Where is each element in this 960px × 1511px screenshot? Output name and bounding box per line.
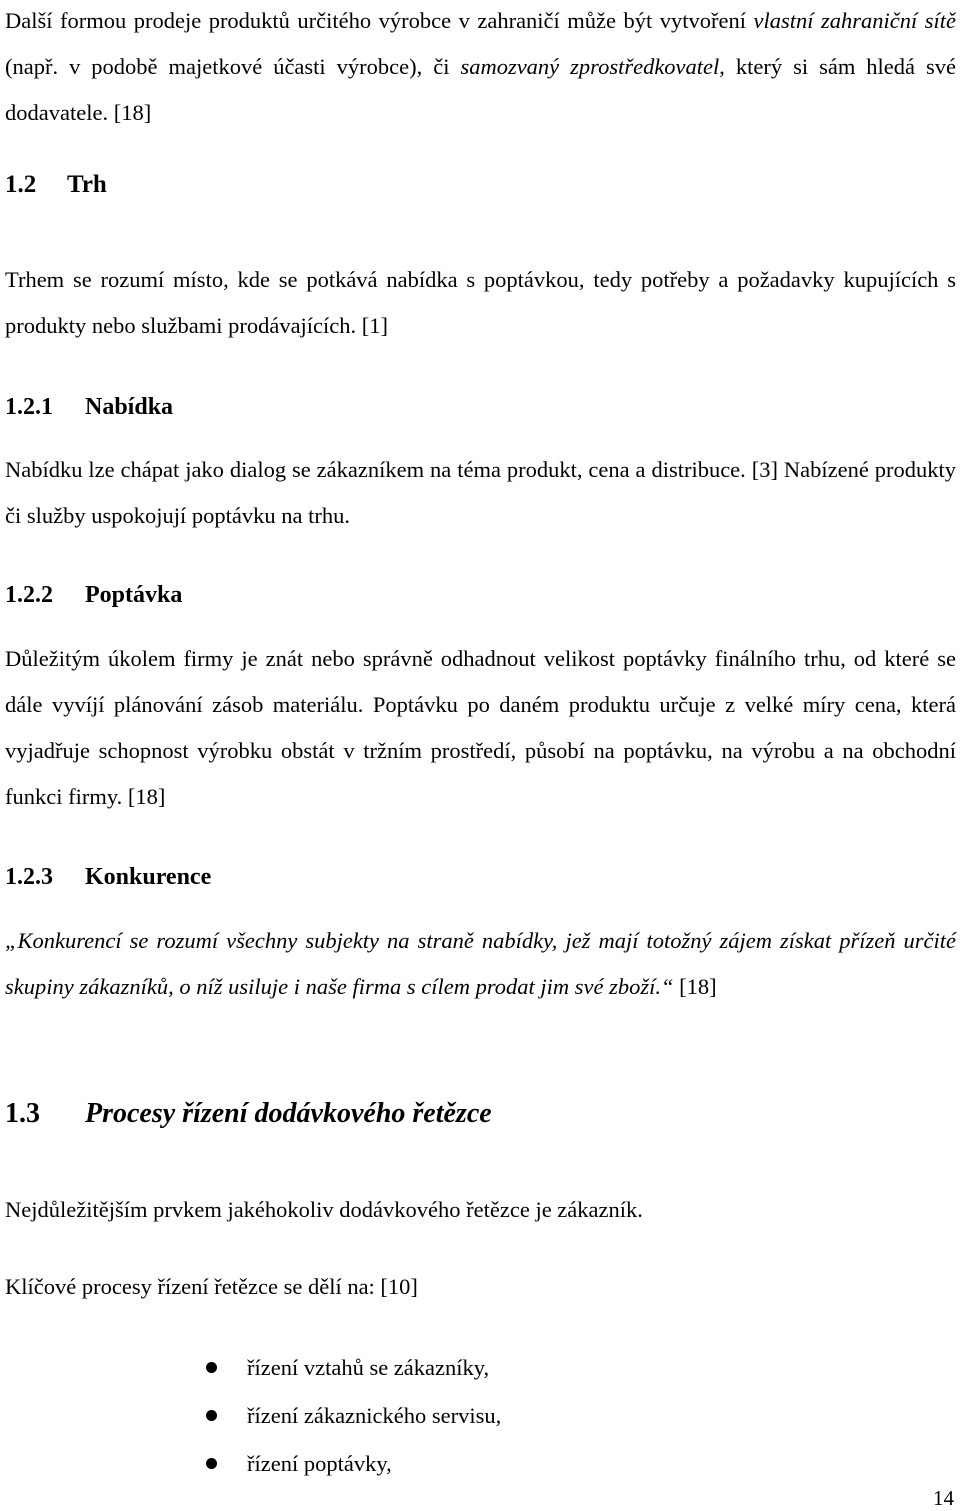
list-item-text: řízení vztahů se zákazníky, [247,1355,490,1380]
heading-1-3 [5,1091,956,1137]
heading-1-2-2 [5,572,956,618]
heading-1-2 [5,162,956,208]
intro-text-3: , který si sám hledá své dodavatele. [18] [5,54,957,125]
bullet-icon [206,1410,217,1421]
bullet-icon [206,1458,217,1469]
heading-number: 1.2.2 [5,582,53,608]
konkurence-quote: „Konkurencí se rozumí všechny subjekty na straně nabídky, jež mají totožný zájem získat přízeň určité skupiny zákazníků, o níž usiluje i naše firma s cílem prodat jim své zboží.“ [5,928,956,999]
intro-italic-2: samozvaný zprostředkovatel [460,54,720,79]
paragraph-poptavka: Důležitým úkolem firmy je znát nebo správně odhadnout velikost poptávky finálního trhu, od které se dále vyvíjí plánování zásob materiálu. Poptávku po daném produktu určuje z velké míry cena, která vyjadřuje schopnost výrobku obstát v tržním prostředí, působí na poptávku, na výrobu a na obchodní funkci firmy. [18] [5,646,956,809]
list-item-text: řízení zákaznického servisu, [247,1403,502,1428]
list-item [5,1440,956,1488]
list-item-text: řízení poptávky, [247,1451,392,1476]
heading-1-2-3 [5,854,956,900]
heading-title: Konkurence [85,864,212,890]
paragraph-nabidka: Nabídku lze chápat jako dialog se zákazníkem na téma produkt, cena a distribuce. [3] Nabízené produkty či služby uspokojují poptávku na trhu. [5,457,956,528]
list-item [5,1344,956,1392]
intro-italic-1: vlastní zahraniční sítě [753,8,956,33]
heading-title: Trh [67,171,107,198]
paragraph-intro [5,0,956,136]
heading-number: 1.2 [5,171,37,198]
heading-number: 1.3 [5,1098,40,1129]
intro-text-2: (např. v podobě majetkové účasti výrobce), či [5,54,461,79]
bullet-icon [206,1362,217,1373]
list-item [5,1392,956,1440]
heading-title: Poptávka [85,582,183,608]
paragraph-zakaznik: Nejdůležitějším prvkem jakéhokoliv dodávkového řetězce je zákazník. [5,1197,643,1222]
paragraph-konkurence [5,918,956,1010]
process-list [5,1344,956,1488]
heading-title: Nabídka [85,394,174,420]
heading-1-2-1 [5,384,956,430]
heading-number: 1.2.1 [5,394,53,420]
paragraph-procesy-intro: Klíčové procesy řízení řetězce se dělí na: [10] [5,1274,418,1299]
heading-title: Procesy řízení dodávkového řetězce [85,1098,492,1129]
paragraph-trh: Trhem se rozumí místo, kde se potkává nabídka s poptávkou, tedy potřeby a požadavky kupujících s produkty nebo službami prodávajících. [1] [5,267,956,338]
heading-number: 1.2.3 [5,864,53,890]
intro-text-1: Další formou prodeje produktů určitého výrobce v zahraničí může být vytvoření [5,8,754,33]
page-number: 14 [933,1486,954,1510]
konkurence-reference: [18] [673,974,717,999]
